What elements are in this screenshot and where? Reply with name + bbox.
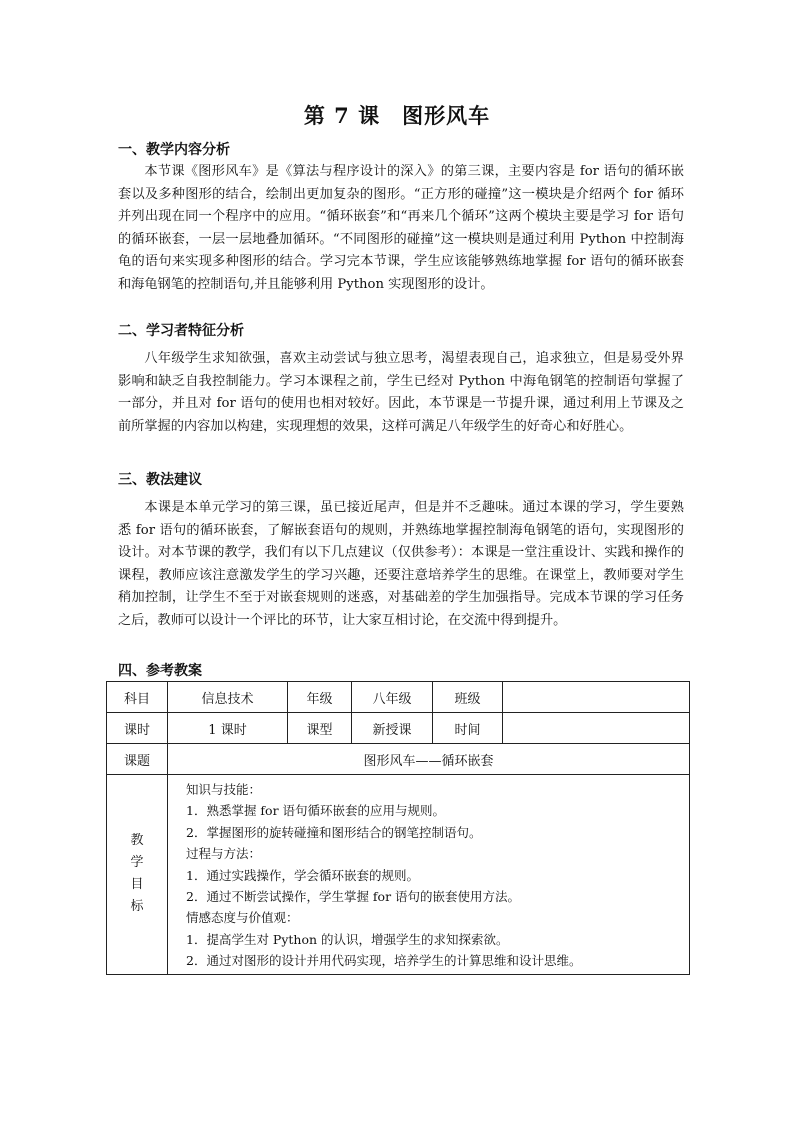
section-heading: 三、教法建议	[118, 472, 202, 488]
section-paragraph: 八年级学生求知欲强，喜欢主动尝试与独立思考，渴望表现自己，追求独立，但是易受外界影响和缺乏自我控制能力。学习本课程之前，学生已经对 Python 中海龟钢笔的控制语句掌握了一部分，并且对 for 语句的使用也相对较好。因此，本节课是一节提升课，通过利用上节课及之前所掌握的内容加以构建，实现理想的效果，这样可满足八年级学生的好奇心和好胜心。	[118, 351, 684, 434]
table-row	[107, 713, 690, 744]
section-paragraph: 本节课《图形风车》是《算法与程序设计的深入》的第三课，主要内容是 for 语句的循环嵌套以及多种图形的结合，绘制出更加复杂的图形。“正方形的碰撞”这一模块是介绍两个 for 循环并列出现在同一个程序中的应用。“循环嵌套”和“再来几个循环”这两个模块主要是学习 for 语句的循环嵌套，一层一层地叠加循环。“不同图形的碰撞”这一模块则是通过利用 Python 中控制海龟的语句来实现多种图形的结合。学习完本节课，学生应该能够熟练地掌握 for 语句的循环嵌套和海龟钢笔的控制语句,并且能够利用 Python 实现图形的设计。	[118, 164, 684, 292]
table-row	[107, 744, 690, 775]
grade-label: 年级	[288, 682, 352, 713]
section-heading: 一、教学内容分析	[118, 142, 230, 158]
objectives-content	[168, 775, 690, 975]
objective-item: 1．通过实践操作，学会循环嵌套的规则。	[186, 867, 419, 883]
topic-value: 图形风车——循环嵌套	[168, 744, 690, 775]
time-label: 时间	[433, 713, 503, 744]
section-paragraph: 本课是本单元学习的第三课，虽已接近尾声，但是并不乏趣味。通过本课的学习，学生要熟悉 for 语句的循环嵌套，了解嵌套语句的规则，并熟练地掌握控制海龟钢笔的语句，实现图形的设计。对本节课的教学，我们有以下几点建议（仅供参考）：本课是一堂注重设计、实践和操作的课程，教师应该注意激发学生的学习兴趣，还要注意培养学生的思维。在课堂上，教师要对学生稍加控制，让学生不至于对嵌套规则的迷惑，对基础差的学生加强指导。完成本节课的学习任务之后，教师可以设计一个评比的环节，让大家互相讨论，在交流中得到提升。	[118, 500, 684, 628]
objectives-label-char: 目	[130, 877, 144, 893]
hours-label: 课时	[107, 713, 168, 744]
section-teaching-suggestions	[118, 469, 684, 633]
subject-value: 信息技术	[168, 682, 288, 713]
objective-heading: 知识与技能：	[186, 782, 262, 797]
section-reference-plan	[118, 660, 684, 682]
lesson-title: 第 7 课 图形风车	[303, 103, 491, 128]
section-content-analysis	[118, 139, 684, 297]
objective-heading: 情感态度与价值观：	[186, 910, 299, 926]
objective-heading: 过程与方法：	[186, 846, 262, 862]
class-value	[503, 682, 690, 713]
objectives-label-char: 学	[130, 855, 144, 871]
subject-label: 科目	[107, 682, 168, 713]
lesson-plan-table	[106, 681, 689, 975]
objective-item: 1．提高学生对 Python 的认识，增强学生的求知探索欲。	[186, 931, 509, 947]
hours-value: 1 课时	[168, 713, 288, 744]
objectives-label-char: 教	[130, 833, 144, 849]
objective-item: 2．通过不断尝试操作，学生掌握 for 语句的嵌套使用方法。	[186, 888, 521, 904]
type-label: 课型	[288, 713, 352, 744]
objectives-label	[107, 775, 168, 975]
objectives-label-char: 标	[130, 899, 144, 915]
section-learner-analysis	[118, 320, 684, 438]
grade-value: 八年级	[352, 682, 433, 713]
type-value: 新授课	[352, 713, 433, 744]
section-heading: 二、学习者特征分析	[118, 323, 244, 339]
objective-item: 2．通过对图形的设计并用代码实现，培养学生的计算思维和设计思维。	[186, 953, 582, 969]
time-value	[503, 713, 690, 744]
class-label: 班级	[433, 682, 503, 713]
topic-label: 课题	[107, 744, 168, 775]
section-heading: 四、参考教案	[118, 663, 202, 679]
table-row	[107, 775, 690, 975]
objective-item: 2．掌握图形的旋转碰撞和图形结合的钢笔控制语句。	[186, 824, 482, 840]
table-row	[107, 682, 690, 713]
objective-item: 1．熟悉掌握 for 语句循环嵌套的应用与规则。	[186, 803, 446, 819]
